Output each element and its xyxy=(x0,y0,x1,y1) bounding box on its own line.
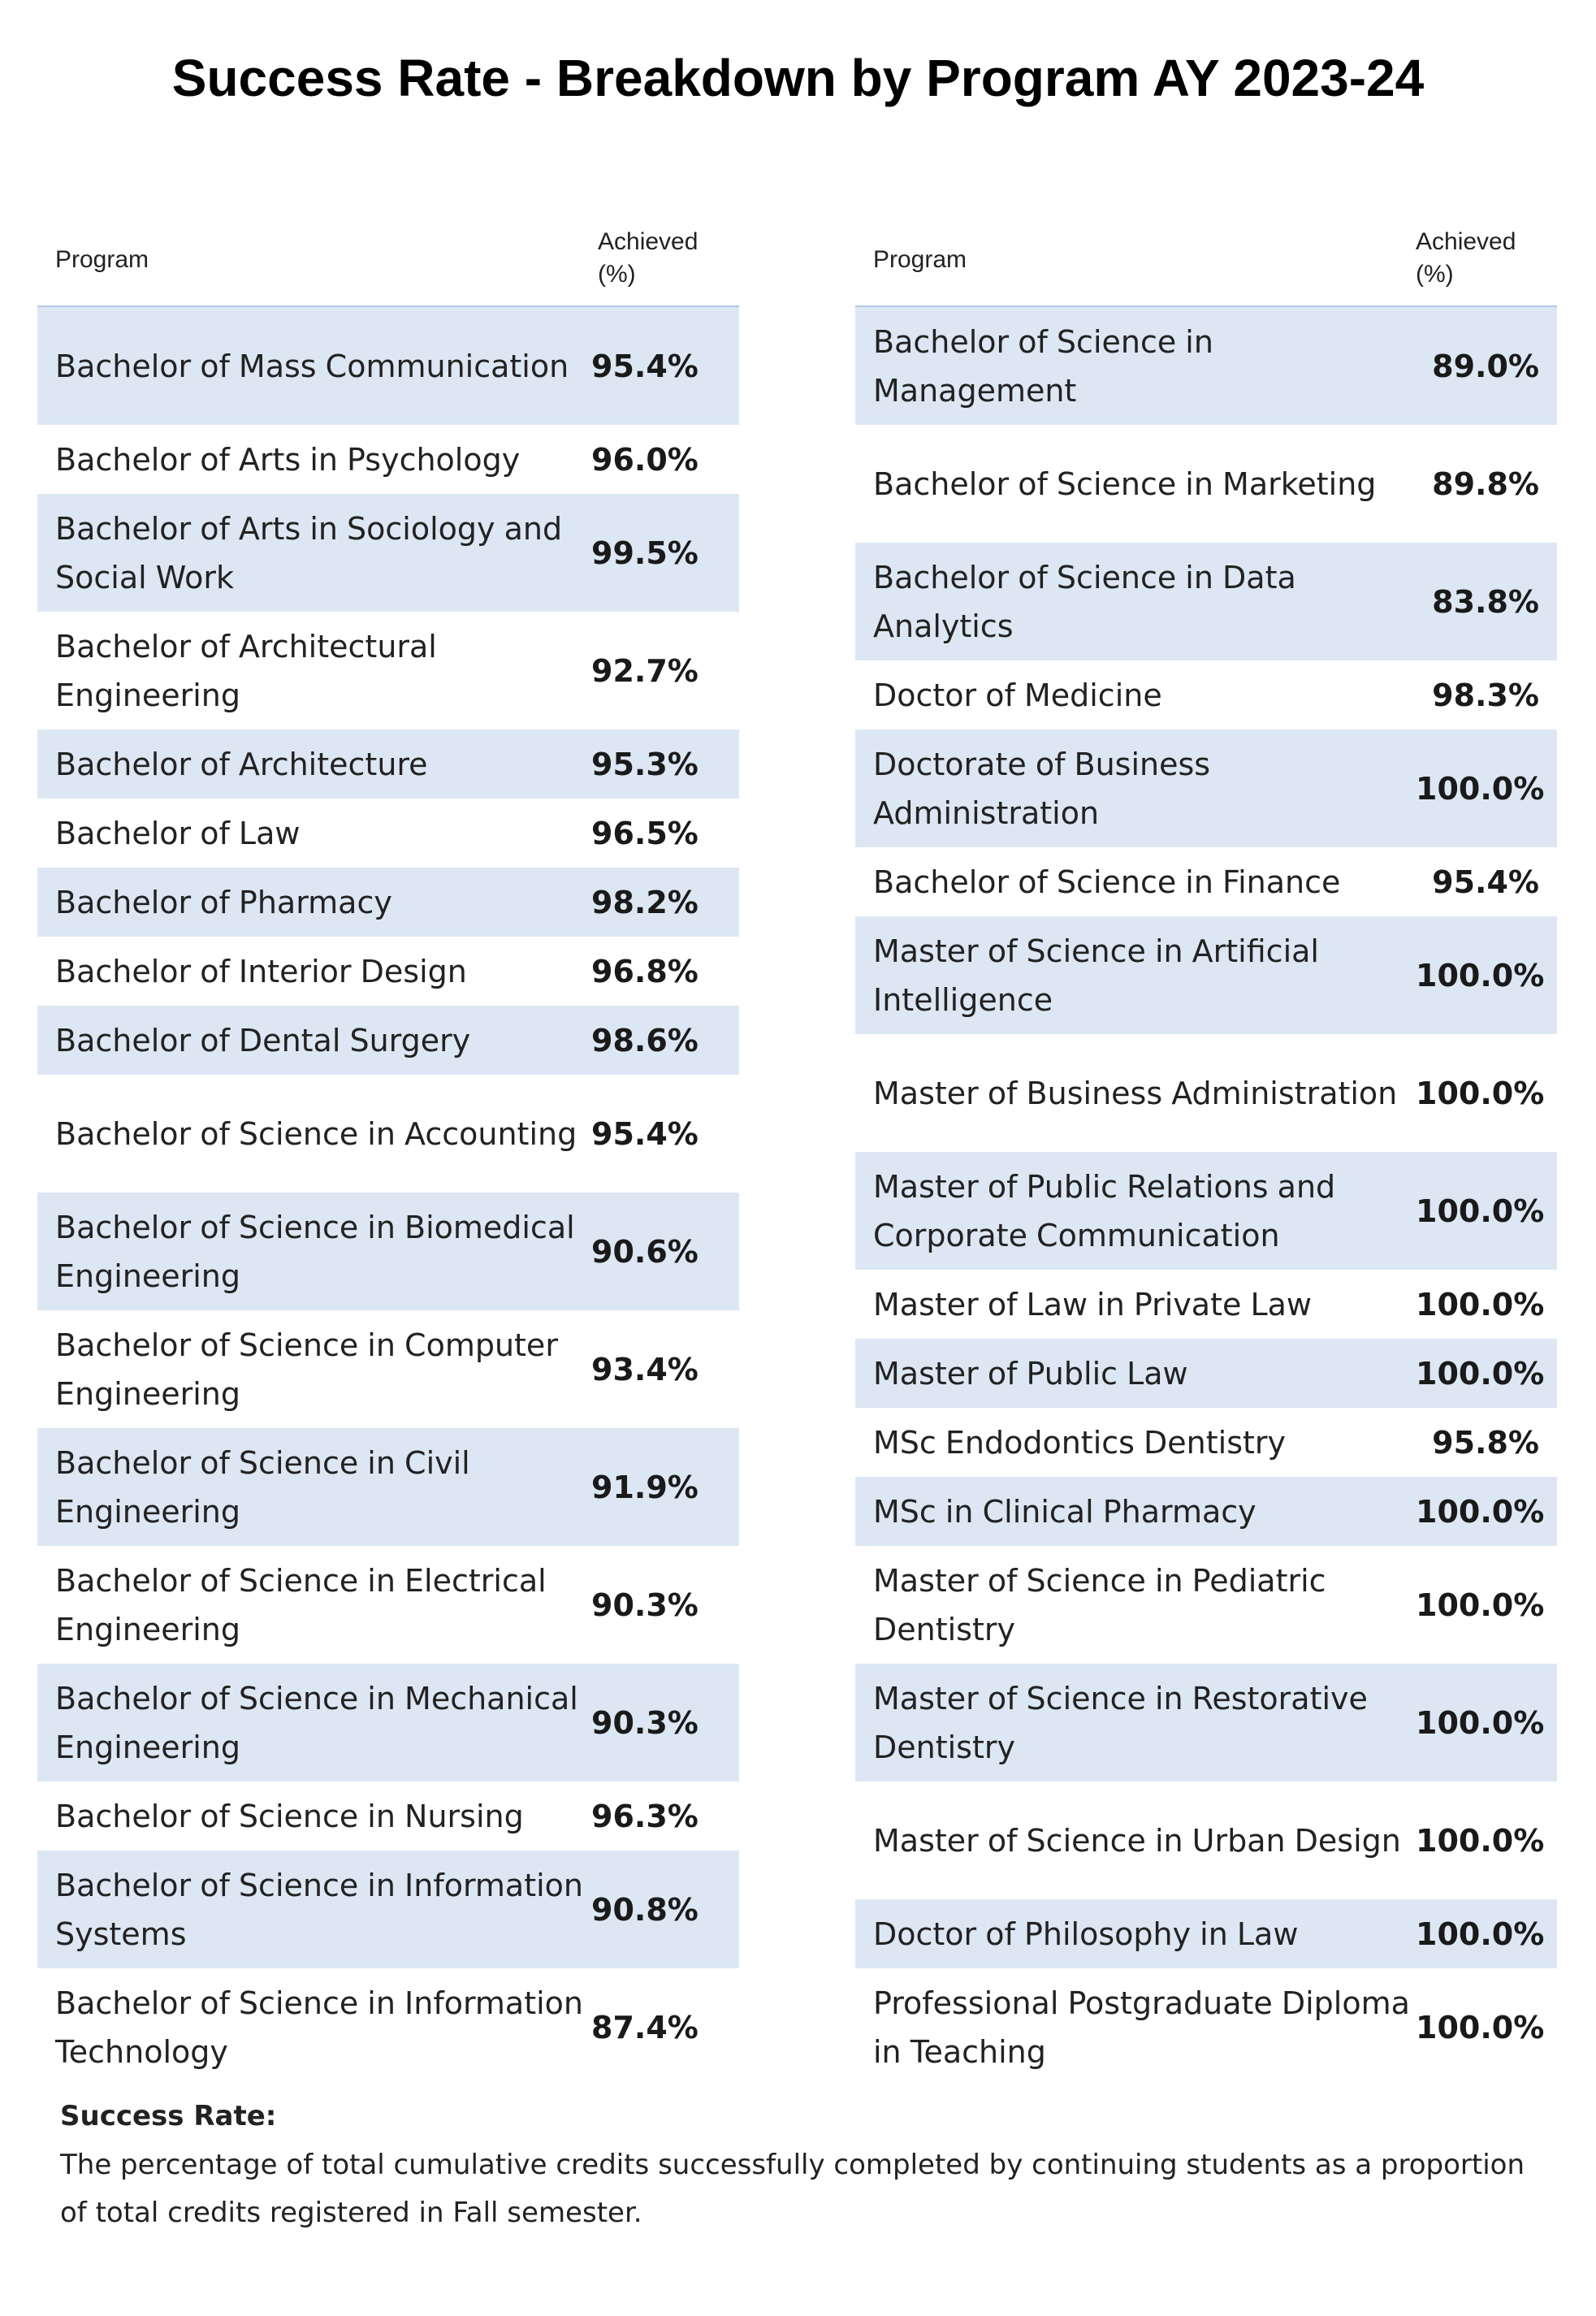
achieved-value: 98.6% xyxy=(591,1022,699,1058)
table-row xyxy=(37,1310,739,1428)
program-name: Bachelor of Pharmacy xyxy=(55,884,392,920)
achieved-value: 92.7% xyxy=(591,652,699,689)
achieved-value: 100.0% xyxy=(1416,1355,1545,1392)
achieved-value: 100.0% xyxy=(1416,957,1545,993)
program-name: Bachelor of Science in Marketing xyxy=(873,465,1377,502)
program-name: Master of Law in Private Law xyxy=(873,1286,1312,1323)
program-name: Doctor of Medicine xyxy=(873,677,1162,713)
table-row xyxy=(855,1408,1557,1477)
achieved-value: 98.3% xyxy=(1432,677,1539,713)
table-row xyxy=(855,660,1557,729)
table-row xyxy=(37,1968,739,2086)
program-name: Bachelor of Science in Biomedical Engineering xyxy=(55,1209,575,1294)
achieved-value: 83.8% xyxy=(1432,583,1539,620)
program-name: Bachelor of Science in Information Technology xyxy=(55,1985,583,2070)
program-name: Bachelor of Science in Information Systems xyxy=(55,1867,583,1952)
table-row xyxy=(37,937,739,1006)
table-row xyxy=(37,1851,739,1968)
table-header xyxy=(37,219,739,307)
program-name: Bachelor of Law xyxy=(55,815,301,851)
table-row xyxy=(37,729,739,799)
achieved-value: 95.4% xyxy=(1432,864,1539,900)
achieved-value: 100.0% xyxy=(1416,1193,1545,1229)
page-title: Success Rate - Breakdown by Program AY 2023-24 xyxy=(171,49,1425,107)
table-header xyxy=(855,219,1557,307)
column-header-achieved: Achieved (%) xyxy=(1416,228,1516,288)
table-row xyxy=(37,1006,739,1075)
achieved-value: 89.8% xyxy=(1432,465,1539,502)
table-row xyxy=(855,1546,1557,1664)
table-row xyxy=(37,1664,739,1781)
note-text: The percentage of total cumulative credits successfully completed by continuing students as a proportion of total credits registered in Fall semester. xyxy=(60,2149,1525,2229)
achieved-value: 100.0% xyxy=(1416,1075,1545,1111)
program-name: Bachelor of Dental Surgery xyxy=(55,1022,471,1058)
table-row xyxy=(37,612,739,729)
achieved-value: 96.3% xyxy=(591,1798,699,1834)
table-row xyxy=(855,1270,1557,1339)
program-name: MSc in Clinical Pharmacy xyxy=(873,1493,1256,1530)
achieved-value: 100.0% xyxy=(1416,770,1545,807)
definition-note xyxy=(60,2096,1555,2237)
program-name: Master of Science in Restorative Dentistry xyxy=(873,1680,1368,1765)
achieved-value: 90.3% xyxy=(591,1587,699,1623)
table-row xyxy=(37,494,739,612)
achieved-value: 98.2% xyxy=(591,884,699,920)
program-name: Master of Business Administration xyxy=(873,1075,1398,1111)
column-header-achieved: Achieved (%) xyxy=(598,228,699,288)
program-name: Doctorate of Business Administration xyxy=(873,746,1211,831)
program-name: Master of Science in Urban Design xyxy=(873,1822,1401,1859)
achieved-value: 100.0% xyxy=(1416,1916,1545,1952)
program-name: Bachelor of Arts in Psychology xyxy=(55,441,521,478)
column-header-program: Program xyxy=(55,246,149,273)
note-title: Success Rate: xyxy=(60,2100,277,2132)
table-row xyxy=(855,847,1557,916)
achieved-value: 100.0% xyxy=(1416,1286,1545,1323)
table-row xyxy=(855,1477,1557,1546)
program-name: Bachelor of Architectural Engineering xyxy=(55,628,437,713)
table-row xyxy=(37,1428,739,1546)
achieved-value: 91.9% xyxy=(591,1469,699,1505)
achieved-value: 95.4% xyxy=(591,348,699,384)
program-name: Master of Science in Artificial Intelligence xyxy=(873,933,1319,1018)
table-row xyxy=(855,1899,1557,1968)
table-row xyxy=(855,1152,1557,1270)
achieved-value: 93.4% xyxy=(591,1351,699,1387)
table-row xyxy=(37,1781,739,1851)
achieved-value: 96.0% xyxy=(591,441,699,478)
table-row xyxy=(855,916,1557,1034)
program-table-right xyxy=(855,219,1557,2086)
table-row xyxy=(37,799,739,868)
program-name: Bachelor of Arts in Sociology and Social Work xyxy=(55,510,563,595)
table-row xyxy=(855,1968,1557,2086)
achieved-value: 90.3% xyxy=(591,1704,699,1741)
achieved-value: 95.8% xyxy=(1432,1424,1539,1461)
table-row xyxy=(37,307,739,425)
achieved-value: 89.0% xyxy=(1432,348,1539,384)
table-row xyxy=(855,1781,1557,1899)
program-name: Bachelor of Science in Finance xyxy=(873,864,1341,900)
program-name: Bachelor of Science in Accounting xyxy=(55,1115,577,1152)
achieved-value: 95.3% xyxy=(591,746,699,782)
program-name: Doctor of Philosophy in Law xyxy=(873,1916,1299,1952)
achieved-value: 100.0% xyxy=(1416,1822,1545,1859)
table-row xyxy=(37,425,739,494)
program-name: Professional Postgraduate Diploma in Teaching xyxy=(873,1985,1410,2070)
table-row xyxy=(37,1546,739,1664)
table-row xyxy=(855,729,1557,847)
table-row xyxy=(855,1664,1557,1781)
program-name: Master of Public Relations and Corporate Communication xyxy=(873,1168,1336,1253)
table-row xyxy=(855,425,1557,543)
program-name: Bachelor of Mass Communication xyxy=(55,348,569,384)
column-header-program: Program xyxy=(873,246,967,273)
achieved-value: 90.6% xyxy=(591,1233,699,1270)
program-name: Master of Public Law xyxy=(873,1355,1188,1392)
program-name: Bachelor of Architecture xyxy=(55,746,428,782)
program-name: Bachelor of Science in Nursing xyxy=(55,1798,524,1834)
achieved-value: 100.0% xyxy=(1416,2009,1545,2045)
achieved-value: 100.0% xyxy=(1416,1587,1545,1623)
program-name: Master of Science in Pediatric Dentistry xyxy=(873,1562,1326,1647)
achieved-value: 95.4% xyxy=(591,1115,699,1152)
program-name: Bachelor of Interior Design xyxy=(55,953,467,989)
program-name: Bachelor of Science in Computer Engineering xyxy=(55,1327,558,1412)
table-row xyxy=(37,1193,739,1310)
achieved-value: 100.0% xyxy=(1416,1493,1545,1530)
program-name: Bachelor of Science in Civil Engineering xyxy=(55,1444,470,1530)
achieved-value: 96.5% xyxy=(591,815,699,851)
table-row xyxy=(855,307,1557,425)
table-row xyxy=(855,1034,1557,1152)
table-row xyxy=(855,543,1557,660)
achieved-value: 96.8% xyxy=(591,953,699,989)
program-name: Bachelor of Science in Management xyxy=(873,323,1213,409)
table-row xyxy=(37,1075,739,1193)
table-row xyxy=(855,1339,1557,1408)
program-name: Bachelor of Science in Mechanical Engineering xyxy=(55,1680,578,1765)
program-name: MSc Endodontics Dentistry xyxy=(873,1424,1287,1461)
program-name: Bachelor of Science in Electrical Engineering xyxy=(55,1562,547,1647)
program-name: Bachelor of Science in Data Analytics xyxy=(873,559,1296,644)
achieved-value: 99.5% xyxy=(591,535,699,571)
achieved-value: 100.0% xyxy=(1416,1704,1545,1741)
achieved-value: 90.8% xyxy=(591,1891,699,1928)
table-row xyxy=(37,868,739,937)
program-table-left xyxy=(37,219,739,2086)
achieved-value: 87.4% xyxy=(591,2009,699,2045)
